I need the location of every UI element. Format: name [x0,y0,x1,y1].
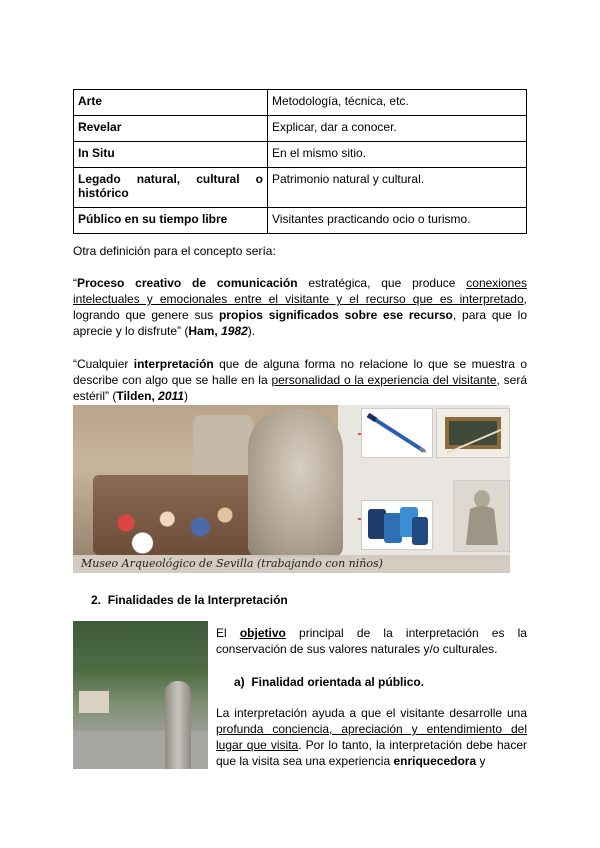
children-group [93,475,258,555]
definition-cell: Patrimonio natural y cultural. [268,168,527,208]
term-word: natural, [136,172,181,186]
text-run: ) [183,389,188,403]
table-row [74,208,527,234]
text-run: , logrando que genere sus [73,292,527,322]
term-cell: Público en su tiempo libre [74,208,268,234]
definition-cell: Explicar, dar a conocer. [268,116,527,142]
text-run: “Cualquier [73,357,134,371]
subsection-letter: a) [234,675,245,689]
bold-text: enriquecedora [393,754,477,768]
table-row [74,90,527,116]
museum-photo [73,405,338,555]
museum-figure [73,405,510,573]
figure-caption: Museo Arqueológico de Sevilla (trabajando con niños) [73,555,510,573]
underlined-text: conexiones intelectuales y emocionales entre el visitante y el recurso que es interpretado [73,276,527,306]
intro-paragraph: Otra definición para el concepto sería: [73,244,276,258]
term-cell: In Situ [74,142,268,168]
pen-image [361,408,433,458]
text-run: , para que lo aprecie y lo disfrute” ( [73,308,527,338]
text-run: . Por lo tanto, la interpretación debe hacer que la visita sea una experiencia [216,738,527,768]
table-row [74,142,527,168]
definition-cell: Metodología, técnica, etc. [268,90,527,116]
text-run: “ [73,276,77,290]
quote-tilden [73,356,527,404]
text-run: estratégica, que produce [297,276,467,290]
term-word: cultural [196,172,240,186]
smartphones-image [361,500,433,550]
text-run: , será estéril” ( [73,373,527,403]
text-run: y [476,754,486,768]
text-run: La interpretación ayuda a que el visitante desarrolle una [216,706,527,720]
slate-tablet-image [436,408,510,458]
term-cell: Revelar [74,116,268,142]
term-word: o [255,172,263,186]
text-run: principal de la interpretación es la conservación de sus valores naturales y/o culturales. [216,626,527,656]
section-number: 2. [91,593,102,607]
text-run: El [216,626,240,640]
citation-author: Tilden, [116,389,155,403]
sculpture-image [453,480,510,552]
subsection-heading [234,675,424,689]
table-row [74,168,527,208]
glossary-table [73,89,527,234]
citation-year: 2011 [158,389,184,403]
definition-cell: En el mismo sitio. [268,142,527,168]
quote-ham [73,275,527,339]
section-heading [91,593,288,607]
underlined-text: profunda conciencia, apreciación y entendimiento del lugar que visita [216,722,527,752]
objective-paragraph [216,625,527,657]
bold-text: Proceso creativo de comunicación [77,276,298,290]
term-word: Legado [78,172,121,186]
subsection-title: Finalidad orientada al público. [251,675,425,689]
house-shape [79,691,109,713]
stone-statue [248,409,343,557]
table-row [74,116,527,142]
monument-shape [165,681,191,769]
term-cell [74,168,268,208]
underlined-text: objetivo [239,626,286,640]
bold-text: propios significados sobre ese recurso [218,308,453,322]
section-title: Finalidades de la Interpretación [107,593,288,607]
public-purpose-paragraph [216,705,527,769]
underlined-text: personalidad o la experiencia del visitante [271,373,497,387]
citation-author: Ham, [188,324,218,338]
village-photo [73,621,208,769]
term-cell: Arte [74,90,268,116]
definition-cell: Visitantes practicando ocio o turismo. [268,208,527,234]
text-run: que de alguna forma no relacione lo que se muestra o describe con algo que se halle en la [73,357,527,387]
citation-year: 1982 [221,324,248,338]
text-run: ). [247,324,256,338]
bold-text: interpretación [133,357,214,371]
term-word: histórico [78,186,129,200]
